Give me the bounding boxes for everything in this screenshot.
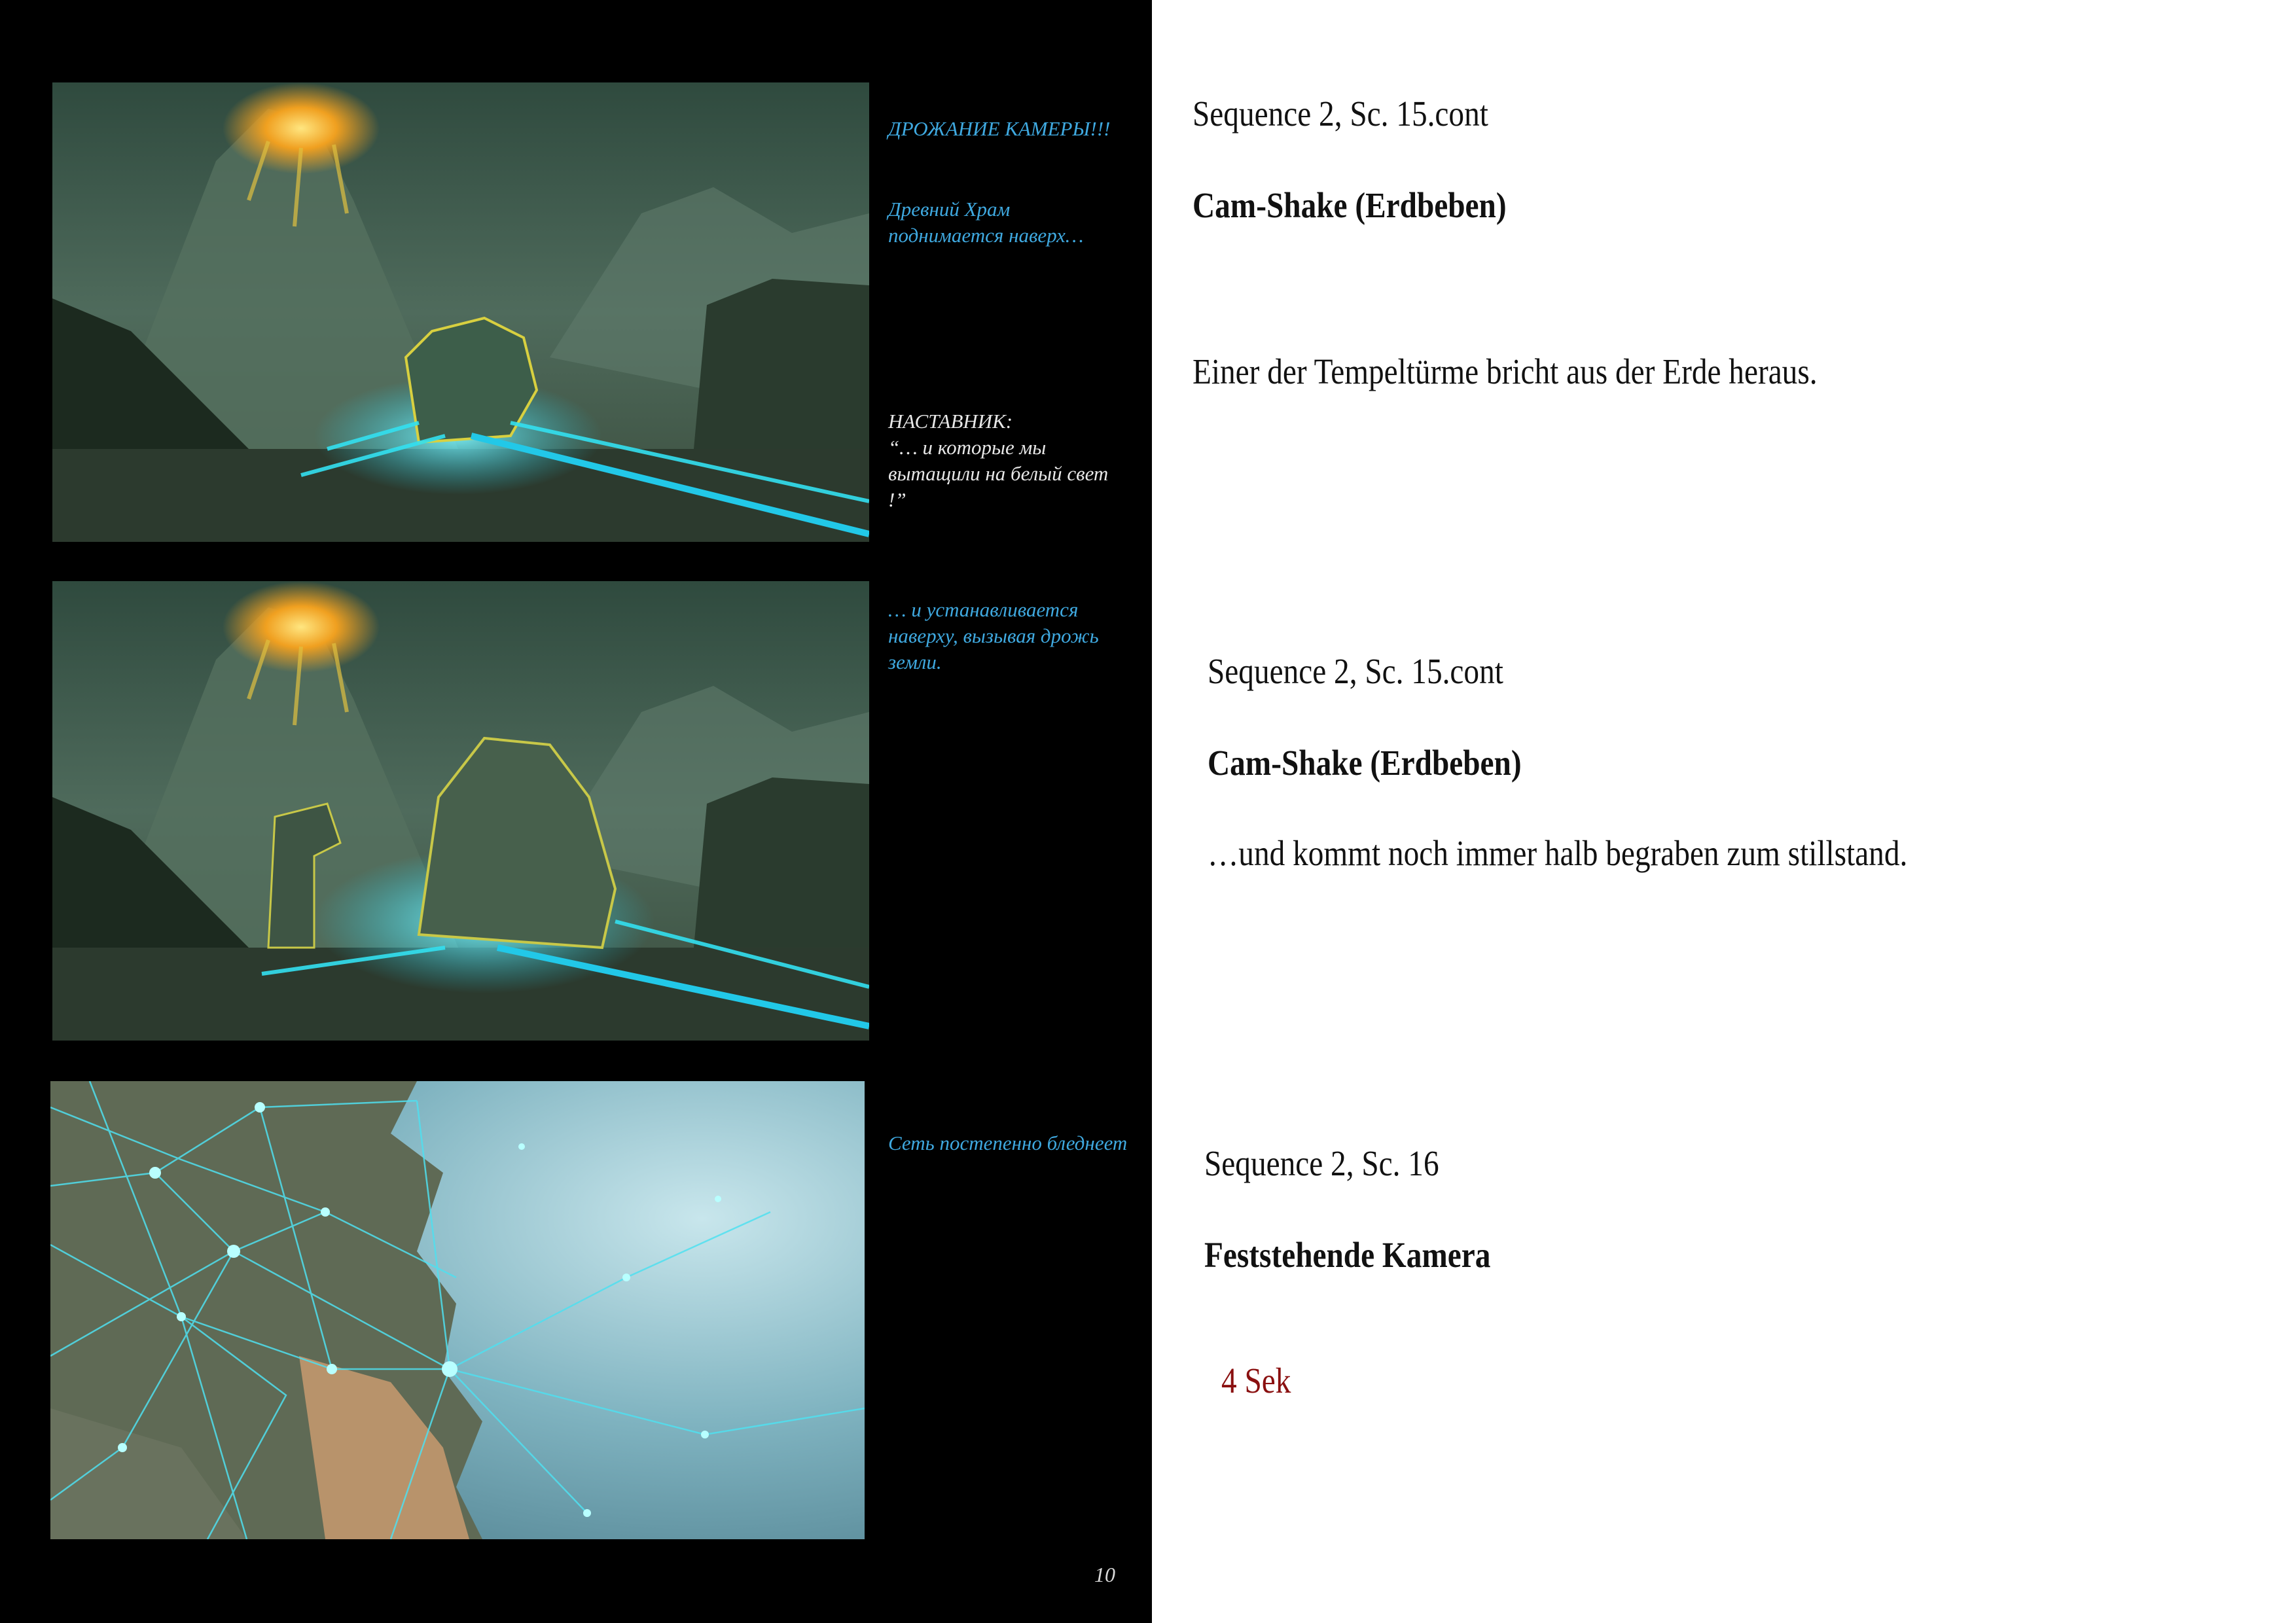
- frame-3-duration: 4 Sek: [1221, 1361, 1291, 1400]
- frame-3-sequence-heading: Sequence 2, Sc. 16: [1204, 1143, 1439, 1183]
- frame-2-note-temple-settles: … и устанавливается наверху, вызывая дрожь земли.: [888, 598, 1099, 673]
- frame-1-description: Einer der Tempeltürme bricht aus der Erde heraus.: [1193, 351, 1818, 391]
- frame-3-note-network-fades: Сеть постепенно бледнеет: [888, 1132, 1128, 1154]
- frame-1-note-camera-shake: ДРОЖАНИЕ КАМЕРЫ!!!: [888, 117, 1111, 140]
- frame-1-camera-direction: Cam-Shake (Erdbeben): [1193, 185, 1507, 225]
- frame-3-camera-direction: Feststehende Kamera: [1204, 1235, 1491, 1275]
- storyboard-frame-1-image: [52, 82, 869, 542]
- frame-1-note-mentor-dialogue: НАСТАВНИК: “… и которые мы вытащили на белый свет !”: [888, 410, 1109, 511]
- frame-2-camera-direction: Cam-Shake (Erdbeben): [1208, 743, 1522, 783]
- frame-2-description: …und kommt noch immer halb begraben zum stillstand.: [1208, 833, 1908, 873]
- script-text-column: [1152, 0, 2296, 1623]
- frame-1-sequence-heading: Sequence 2, Sc. 15.cont: [1193, 94, 1488, 134]
- frame-1-note-temple-rises: Древний Храм поднимается наверх…: [888, 198, 1084, 247]
- frame-2-sequence-heading: Sequence 2, Sc. 15.cont: [1208, 651, 1503, 691]
- page-number: 10: [1094, 1563, 1115, 1586]
- storyboard-frame-2-image: [52, 581, 869, 1041]
- storyboard-frame-3-image: [50, 1081, 865, 1539]
